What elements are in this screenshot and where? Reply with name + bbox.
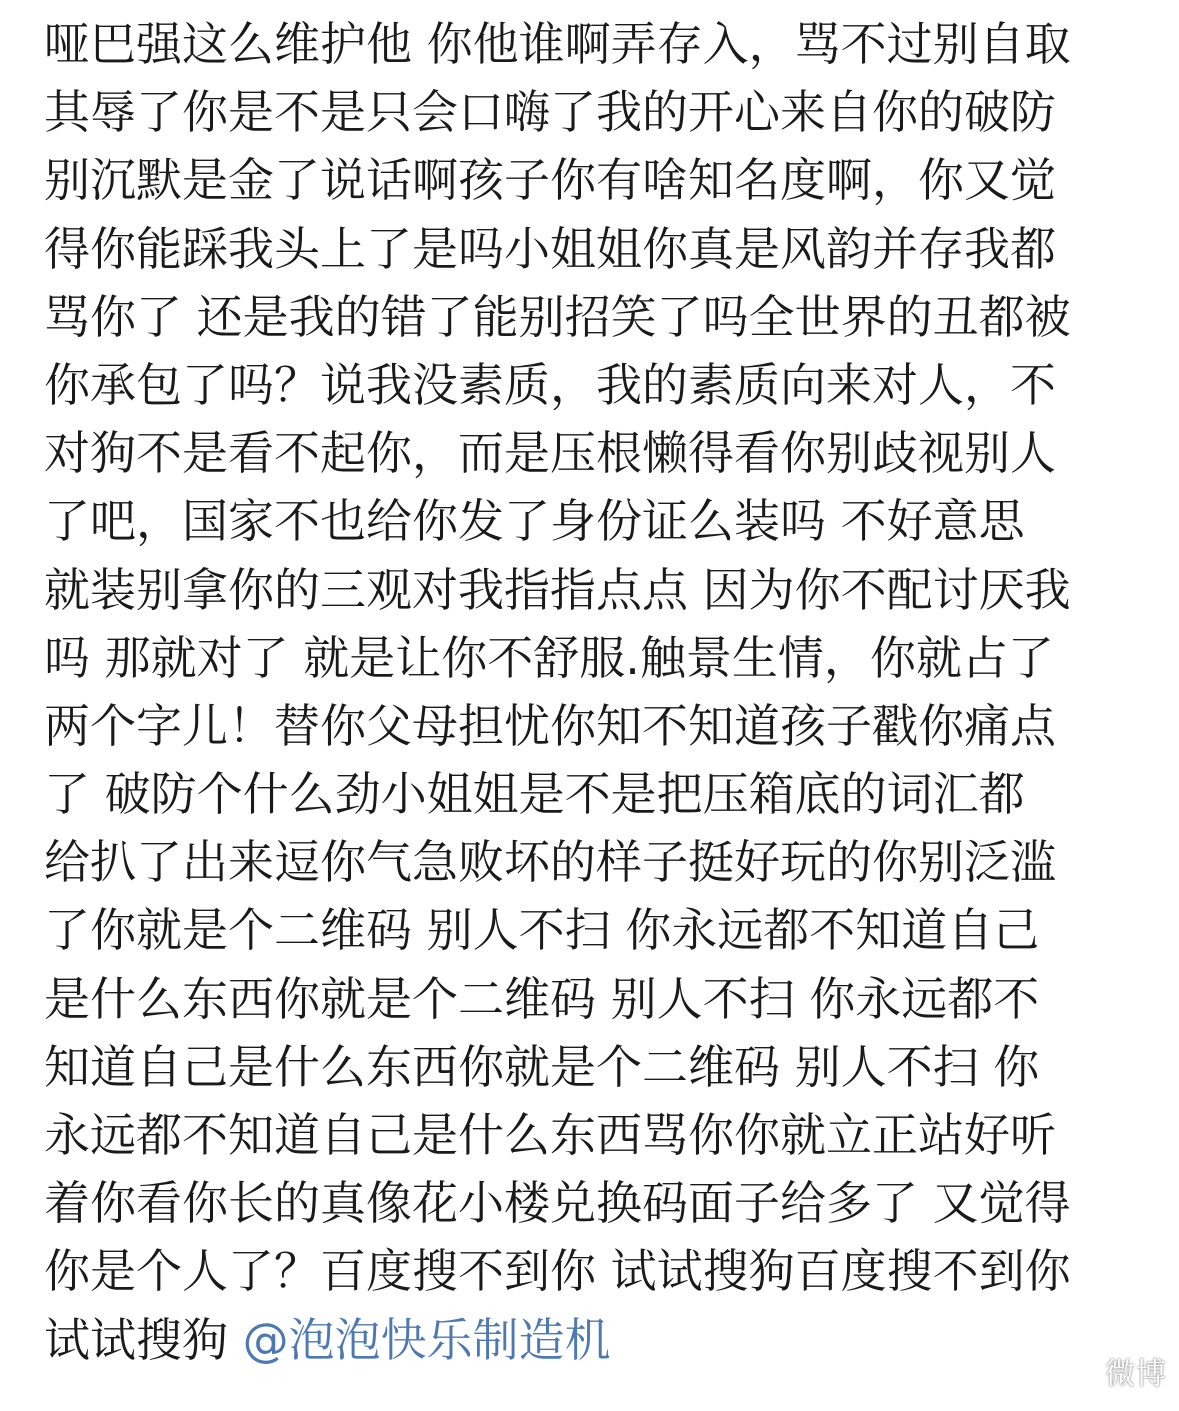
post-text-fragment: 试试搜狗: [44, 1312, 228, 1367]
post-text-line: 你承包了吗？说我没素质，我的素质向来对人，不: [44, 357, 1056, 412]
post-text-line: 骂你了 还是我的错了能别招笑了吗全世界的丑都被: [44, 289, 1071, 344]
post-body: [44, 10, 1139, 1374]
post-text-line: 是什么东西你就是个二维码 别人不扫 你永远都不: [44, 971, 1040, 1026]
post-text-line: 就装别拿你的三观对我指指点点 因为你不配讨厌我: [44, 562, 1071, 617]
post-text-line: 了 破防个什么劲小姐姐是不是把压箱底的词汇都: [44, 767, 1025, 822]
post-text-line: 着你看你长的真像花小楼兑换码面子给多了 又觉得: [44, 1176, 1071, 1231]
post-text-line: 得你能踩我头上了是吗小姐姐你真是风韵并存我都: [44, 221, 1056, 276]
post-text-line: 了吧，国家不也给你发了身份证么装吗 不好意思: [44, 494, 1025, 549]
post-text-line: 哑巴强这么维护他 你他谁啊弄存入，骂不过别自取: [44, 17, 1071, 71]
post-text-last-line: [44, 1306, 1139, 1374]
post-text-line: 知道自己是什么东西你就是个二维码 别人不扫 你: [44, 1039, 1040, 1094]
post-text-line: 对狗不是看不起你，而是压根懒得看你别歧视别人: [44, 426, 1056, 481]
weibo-watermark: 微博: [1105, 1357, 1167, 1392]
post-text-line: 你是个人了？百度搜不到你 试试搜狗百度搜不到你: [44, 1244, 1071, 1299]
post-text-line: 别沉默是金了说话啊孩子你有啥知名度啊，你又觉: [44, 153, 1056, 208]
post-text-line: 吗 那就对了 就是让你不舒服.触景生情，你就占了: [44, 630, 1054, 685]
post-text-line: 永远都不知道自己是什么东西骂你你就立正站好听: [44, 1108, 1056, 1162]
user-mention-link[interactable]: @泡泡快乐制造机: [242, 1312, 611, 1367]
post-text-line: 两个字儿！替你父母担忧你知不知道孩子戳你痛点: [44, 698, 1056, 753]
post-text-line: 给扒了出来逗你气急败坏的样子挺好玩的你别泛滥: [44, 835, 1056, 890]
post-text-line: 了你就是个二维码 别人不扫 你永远都不知道自己: [44, 903, 1040, 958]
post-text-line: 其辱了你是不是只会口嗨了我的开心来自你的破防: [44, 85, 1056, 140]
